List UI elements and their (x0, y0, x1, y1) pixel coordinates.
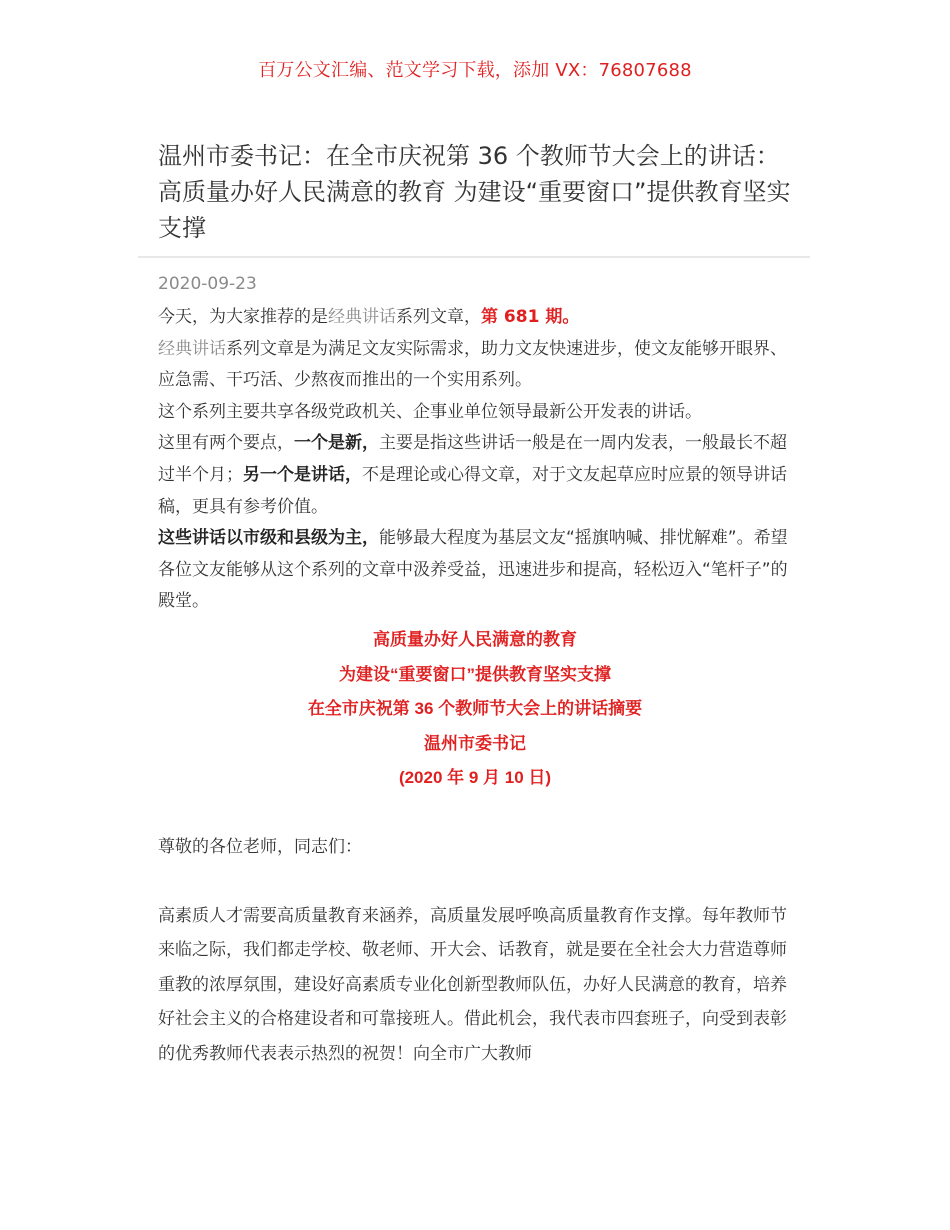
headline-line: 为建设“重要窗口”提供教育坚实支撑 (339, 664, 611, 684)
intro-para-4 (158, 428, 798, 523)
series-name: 经典讲话 (158, 338, 226, 359)
headline-date: (2020 年 9 月 10 日) (398, 768, 552, 788)
issue-number: 第 681 期。 (481, 307, 580, 327)
headline-line: 高质量办好人民满意的教育 (373, 630, 577, 649)
headline-speaker: 温州市委书记 (424, 733, 526, 753)
intro-text: 能够最大程度为基层文友“摇旗呐喊、排忧解难”。希望各位文友能够从这个系列的文章中汲养受益，迅速进步和提高，轻松迈入“笔杆子”的殿堂。 (158, 528, 788, 612)
intro-text: 主要是指这些讲话一般是在一周内发表，一般最长不超过半个月； (158, 433, 787, 485)
intro-text: 今天，为大家推荐的是 (158, 307, 328, 327)
speech-greeting: 尊敬的各位老师，同志们： (158, 837, 362, 857)
intro-text: 不是理论或心得文章，对于文友起草应时应景的领导讲话稿，更具有参考价值。 (158, 464, 787, 517)
key-point-level: 这些讲话以市级和县级为主， (158, 528, 379, 549)
series-name: 经典讲话 (328, 307, 396, 327)
headline-line: 在全市庆祝第 36 个教师节大会上的讲话摘要 (307, 699, 643, 719)
intro-section (158, 302, 798, 618)
intro-para-2 (158, 334, 798, 397)
intro-para-5 (158, 523, 798, 618)
intro-text: 系列文章是为满足文友实际需求，助力文友快速进步，使文友能够开眼界、应急需、干巧活、少熬夜而推出的一个实用系列。 (158, 338, 787, 391)
speech-paragraph: 高素质人才需要高质量教育来涵养，高质量发展呼唤高质量教育作支撑。每年教师节来临之际，我们都走学校、敬老师、开大会、话教育，就是要在全社会大力营造尊师重教的浓厚氛围，建设好高素质专业化创新型教师队伍，办好人民满意的教育，培养好社会主义的合格建设者和可靠接班人。借此机会，我代表市四套班子，向受到表彰的优秀教师代表表示热烈的祝贺！向全市广大教师 (158, 905, 787, 1064)
intro-text: 系列文章， (396, 307, 481, 327)
key-point-speech: 另一个是讲话， (243, 464, 362, 485)
key-point-new: 一个是新， (294, 433, 379, 454)
intro-line-1 (158, 302, 798, 334)
title-divider (138, 256, 810, 258)
speech-body (158, 830, 798, 1072)
speech-headline (0, 623, 950, 796)
intro-text: 这里有两个要点， (158, 433, 294, 454)
promo-banner: 百万公文汇编、范文学习下载，添加 VX：76807688 (258, 60, 692, 81)
intro-para-3: 这个系列主要共享各级党政机关、企事业单位领导最新公开发表的讲话。 (158, 401, 702, 422)
publish-date: 2020-09-23 (158, 274, 257, 294)
article-title: 温州市委书记：在全市庆祝第 36 个教师节大会上的讲话：高质量办好人民满意的教育 为建设“重要窗口”提供教育坚实支撑 (158, 142, 791, 242)
